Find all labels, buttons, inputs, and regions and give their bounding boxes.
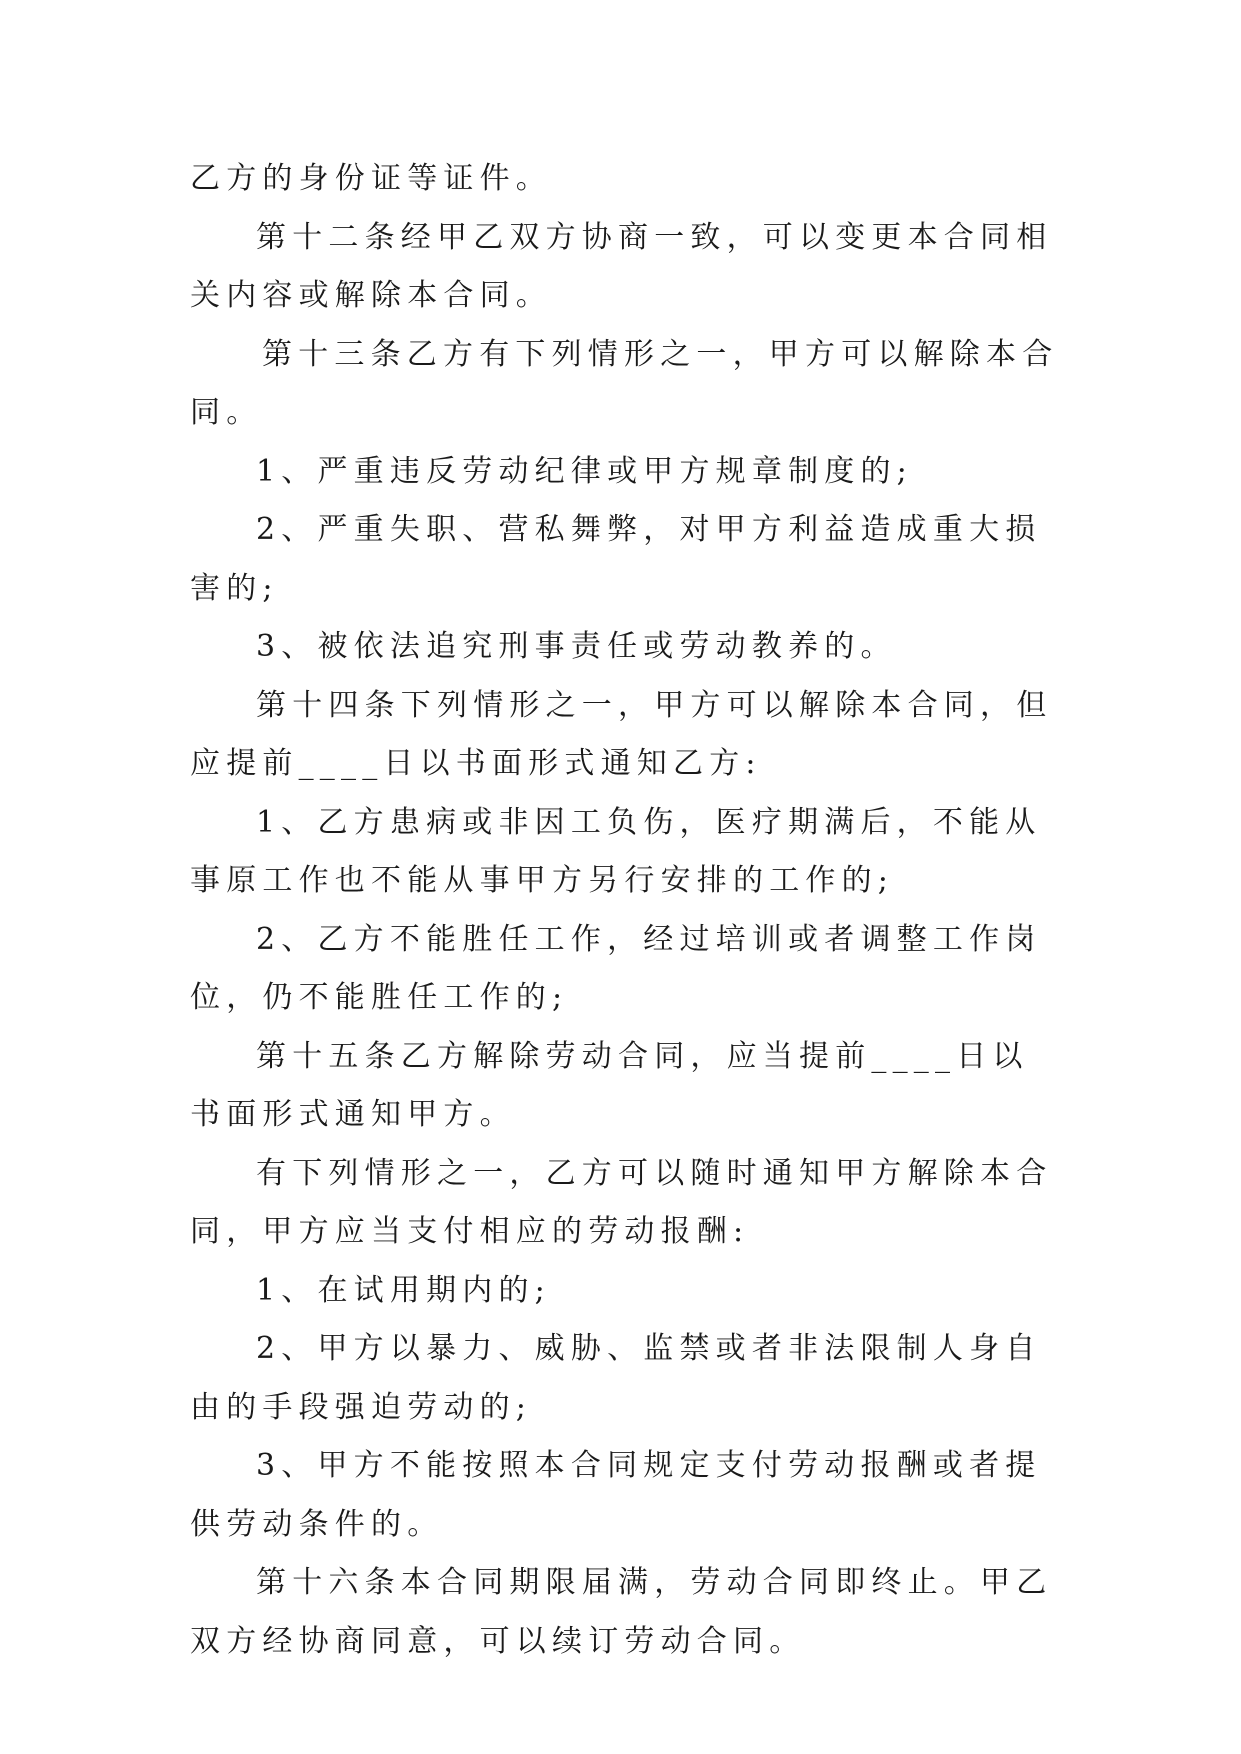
paragraph-article-12: 第十二条经甲乙双方协商一致，可以变更本合同相关内容或解除本合同。	[190, 219, 1053, 313]
list-item: 3、被依法追究刑事责任或劳动教养的。	[256, 629, 897, 664]
paragraph-article-16: 第十六条本合同期限届满，劳动合同即终止。甲乙双方经协商同意，可以续订劳动合同。	[190, 1565, 1053, 1659]
paragraph-immediate-termination: 有下列情形之一，乙方可以随时通知甲方解除本合同，甲方应当支付相应的劳动报酬:	[190, 1155, 1053, 1249]
paragraph-article-14: 第十四条下列情形之一，甲方可以解除本合同，但应提前____日以书面形式通知乙方:	[190, 687, 1053, 781]
list-item: 2、甲方以暴力、威胁、监禁或者非法限制人身自由的手段强迫劳动的;	[190, 1331, 1042, 1425]
paragraph-article-15: 第十五条乙方解除劳动合同，应当提前____日以书面形式通知甲方。	[190, 1038, 1029, 1132]
document-body	[190, 150, 1060, 1671]
list-item: 2、乙方不能胜任工作，经过培训或者调整工作岗位，仍不能胜任工作的;	[190, 921, 1042, 1015]
list-item: 1、在试用期内的;	[256, 1272, 551, 1308]
list-item: 1、乙方患病或非因工负伤，医疗期满后，不能从事原工作也不能从事甲方另行安排的工作的;	[190, 804, 1042, 898]
list-item: 3、甲方不能按照本合同规定支付劳动报酬或者提供劳动条件的。	[190, 1448, 1042, 1542]
paragraph-continuation: 乙方的身份证等证件。	[190, 161, 552, 196]
list-item: 1、严重违反劳动纪律或甲方规章制度的;	[256, 453, 913, 489]
paragraph-article-13: 第十三条乙方有下列情形之一，甲方可以解除本合同。	[190, 336, 1059, 430]
list-item: 2、严重失职、营私舞弊，对甲方利益造成重大损害的;	[190, 512, 1042, 606]
